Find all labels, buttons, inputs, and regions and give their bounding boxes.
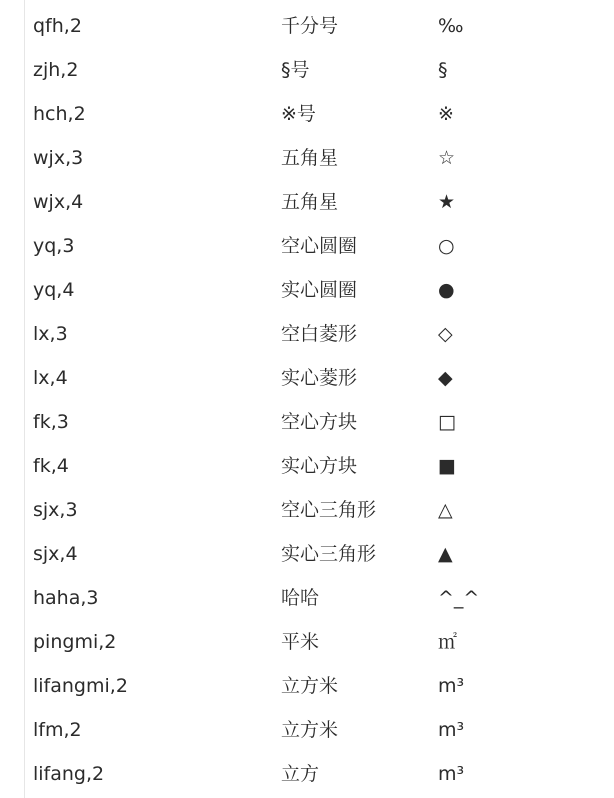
shortcut-code: yq,4: [33, 279, 75, 301]
symbol-name: 实心方块: [281, 455, 358, 477]
symbol-name: 立方米: [281, 719, 339, 741]
shortcut-code: sjx,4: [33, 543, 78, 565]
shortcut-code: zjh,2: [33, 59, 79, 81]
symbol-glyph: ▲: [438, 543, 453, 565]
symbol-glyph: §: [438, 59, 448, 81]
table-row: [24, 224, 614, 268]
symbol-glyph: ☆: [438, 147, 456, 169]
table-row: [24, 48, 614, 92]
shortcut-code: hch,2: [33, 103, 86, 125]
symbol-glyph: ^_^: [438, 587, 480, 609]
symbol-glyph: ■: [438, 455, 456, 477]
shortcut-code: lx,3: [33, 323, 68, 345]
symbol-glyph: ㎡: [438, 631, 458, 653]
shortcut-code: pingmi,2: [33, 631, 117, 653]
symbol-name: 立方: [281, 763, 320, 785]
shortcut-code: sjx,3: [33, 499, 78, 521]
symbol-name: 实心圆圈: [281, 279, 358, 301]
symbol-name: 空白菱形: [281, 323, 358, 345]
symbol-name: ※号: [281, 103, 316, 125]
symbol-glyph: m³: [438, 675, 465, 697]
symbol-glyph: ‰: [438, 15, 464, 37]
symbol-name: 平米: [281, 631, 320, 653]
shortcut-code: yq,3: [33, 235, 75, 257]
symbol-name: 实心三角形: [281, 543, 377, 565]
symbol-name: 实心菱形: [281, 367, 358, 389]
table-row: [24, 664, 614, 708]
shortcut-code: lfm,2: [33, 719, 82, 741]
table-row: [24, 708, 614, 752]
symbol-name: 五角星: [281, 147, 339, 169]
symbol-shortcut-table: [24, 4, 614, 796]
table-row: [24, 92, 614, 136]
symbol-glyph: □: [438, 411, 456, 433]
shortcut-code: haha,3: [33, 587, 99, 609]
table-row: [24, 312, 614, 356]
table-row: [24, 4, 614, 48]
table-row: [24, 752, 614, 796]
symbol-name: §号: [281, 59, 310, 81]
table-row: [24, 356, 614, 400]
shortcut-code: lifangmi,2: [33, 675, 128, 697]
table-row: [24, 400, 614, 444]
table-row: [24, 620, 614, 664]
shortcut-code: fk,3: [33, 411, 69, 433]
symbol-name: 千分号: [281, 15, 339, 37]
symbol-glyph: ◆: [438, 367, 453, 389]
symbol-glyph: ★: [438, 191, 456, 213]
symbol-glyph: △: [438, 499, 453, 521]
table-row: [24, 532, 614, 576]
symbol-name: 立方米: [281, 675, 339, 697]
shortcut-code: qfh,2: [33, 15, 82, 37]
symbol-name: 五角星: [281, 191, 339, 213]
symbol-name: 空心圆圈: [281, 235, 358, 257]
shortcut-code: lx,4: [33, 367, 68, 389]
symbol-name: 哈哈: [281, 587, 320, 609]
table-row: [24, 576, 614, 620]
table-row: [24, 488, 614, 532]
symbol-glyph: ●: [438, 279, 455, 301]
table-row: [24, 268, 614, 312]
symbol-glyph: ※: [438, 103, 454, 125]
symbol-glyph: m³: [438, 719, 465, 741]
table-row: [24, 444, 614, 488]
table-row: [24, 180, 614, 224]
shortcut-code: lifang,2: [33, 763, 105, 785]
symbol-glyph: ◇: [438, 323, 453, 345]
shortcut-code: fk,4: [33, 455, 69, 477]
shortcut-code: wjx,3: [33, 147, 84, 169]
symbol-glyph: ○: [438, 235, 455, 257]
symbol-name: 空心方块: [281, 411, 358, 433]
shortcut-code: wjx,4: [33, 191, 84, 213]
symbol-name: 空心三角形: [281, 499, 377, 521]
table-row: [24, 136, 614, 180]
symbol-glyph: m³: [438, 763, 465, 785]
